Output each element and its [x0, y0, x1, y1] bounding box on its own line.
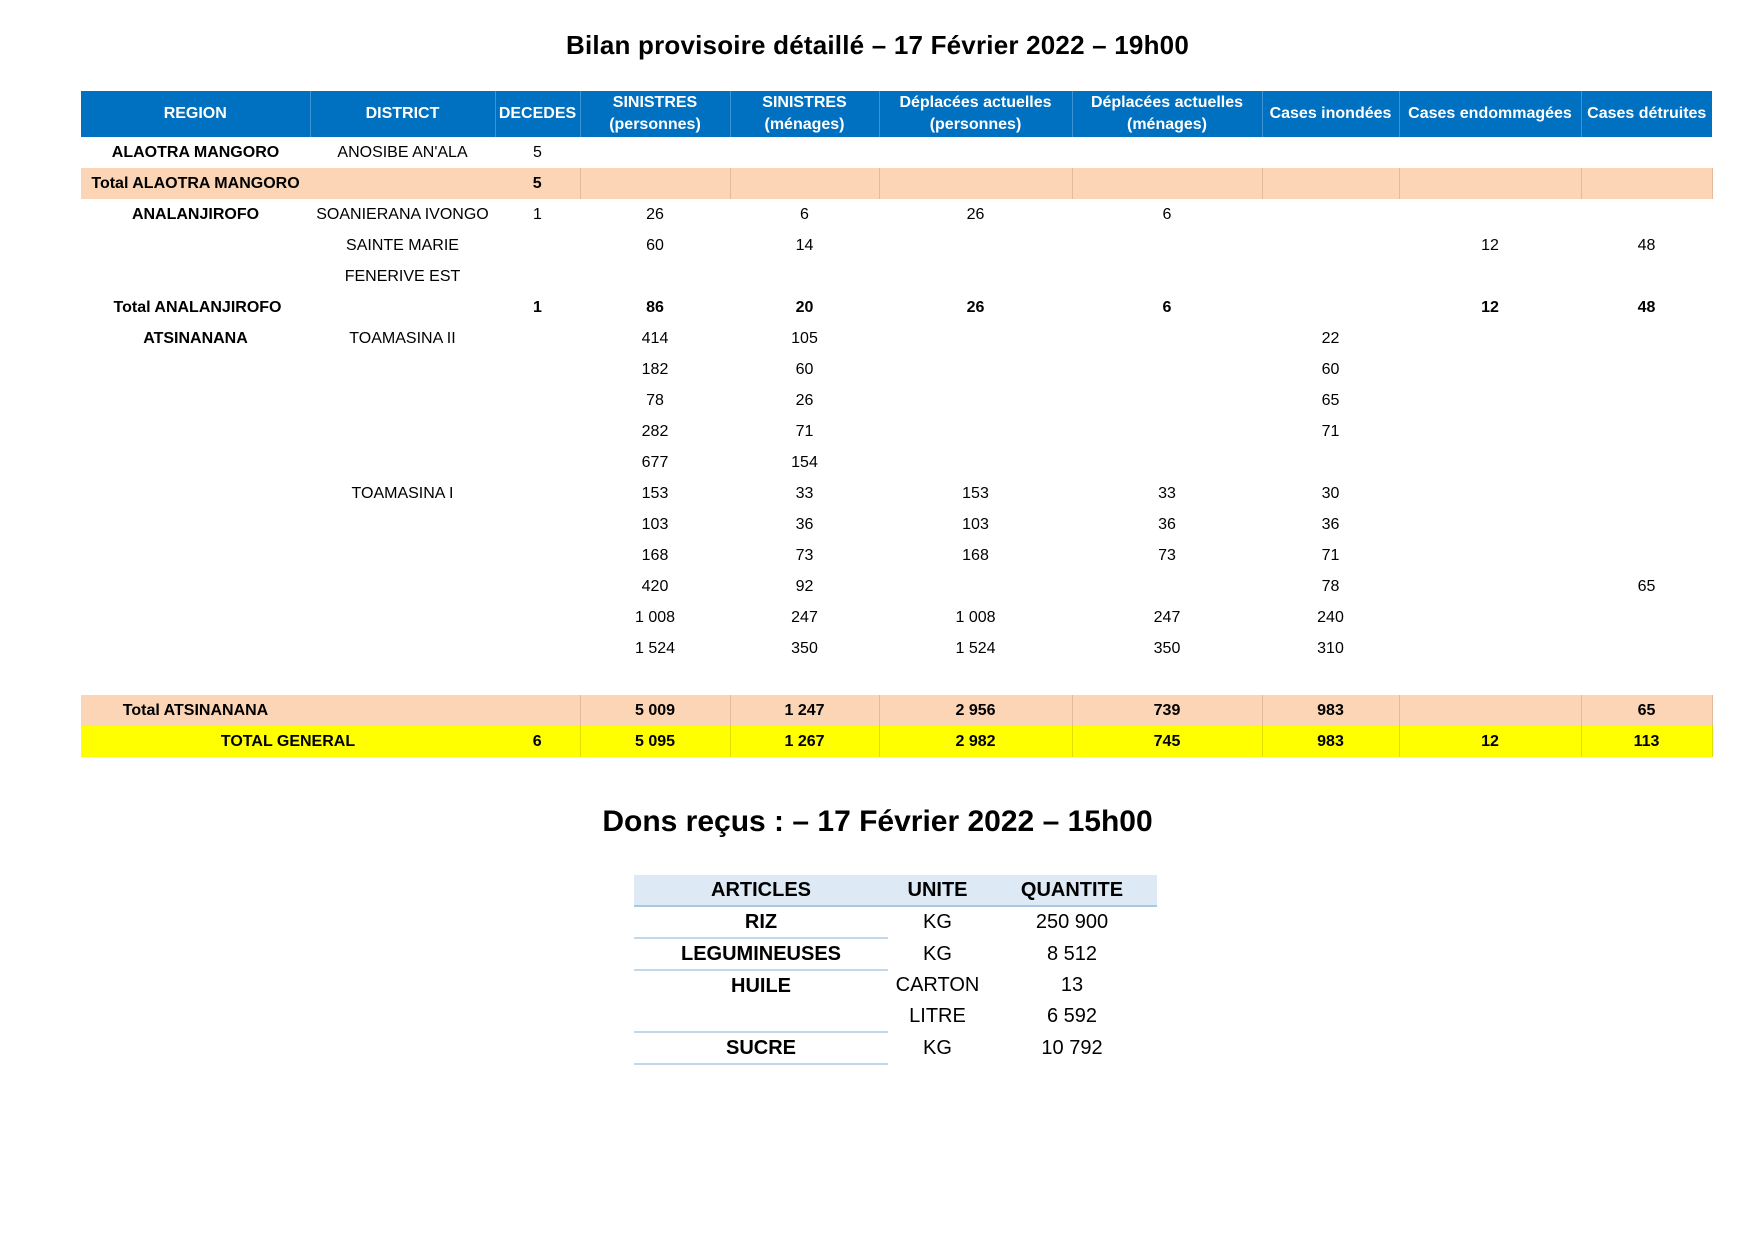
table-cell: [1581, 447, 1712, 478]
column-header: [1581, 91, 1712, 137]
table-cell: [1399, 261, 1581, 292]
total-value: [1399, 695, 1581, 726]
table-cell: 14: [795, 236, 814, 254]
table-cell: 168: [962, 546, 989, 564]
total-value: 983: [1262, 726, 1399, 757]
dons-column-header: UNITE: [888, 875, 987, 906]
column-header-text: (ménages): [1126, 116, 1208, 133]
table-cell: [495, 323, 580, 354]
column-header-text: REGION: [163, 105, 227, 122]
table-cell: [495, 478, 580, 509]
total-row: [81, 292, 1712, 323]
article-cell: RIZ: [634, 906, 888, 938]
table-cell: [495, 664, 580, 695]
blank-row: [81, 664, 1712, 695]
total-value: 86: [646, 298, 664, 316]
table-cell: [1581, 478, 1712, 509]
table-row: [81, 261, 1712, 292]
table-cell: 103: [641, 515, 669, 533]
total-value: 5: [495, 168, 580, 199]
table-cell: [1262, 230, 1399, 261]
district-cell: ANOSIBE AN'ALA: [337, 143, 468, 161]
dons-column-header: QUANTITE: [987, 875, 1157, 906]
district-cell: [310, 416, 495, 447]
table-cell: 153: [962, 484, 989, 502]
table-cell: [879, 385, 1072, 416]
table-cell: [495, 261, 580, 292]
region-cell: [81, 447, 310, 478]
column-header-text: DISTRICT: [365, 105, 440, 122]
total-value: 12: [1481, 298, 1499, 316]
table-row: [81, 385, 1712, 416]
table-cell: [310, 664, 495, 695]
district-cell: [310, 354, 495, 385]
table-cell: 48: [1637, 236, 1656, 254]
dons-row: [634, 906, 1157, 938]
table-row: [81, 323, 1712, 354]
table-cell: 6: [800, 205, 809, 223]
table-row: [81, 230, 1712, 261]
table-cell: 78: [646, 391, 664, 409]
region-cell: ANALANJIROFO: [131, 205, 260, 223]
total-value: [730, 168, 879, 199]
dons-column-header: ARTICLES: [634, 875, 888, 906]
table-row: [81, 137, 1712, 168]
article-cell: [634, 1001, 888, 1032]
table-row: [81, 199, 1712, 230]
total-label: Total ATSINANANA: [81, 695, 310, 726]
total-row: [81, 695, 1712, 726]
column-header-text: Cases inondées: [1269, 105, 1392, 122]
column-header: [495, 91, 580, 137]
table-cell: [1262, 664, 1399, 695]
table-cell: [1581, 602, 1712, 633]
table-cell: 247: [1153, 608, 1181, 626]
total-value: 5 009: [580, 695, 730, 726]
table-row: [81, 571, 1712, 602]
region-cell: ATSINANANA: [143, 329, 248, 347]
table-cell: [1399, 540, 1581, 571]
table-cell: [730, 137, 879, 168]
table-cell: 73: [795, 546, 814, 564]
total-value: 20: [795, 298, 814, 316]
table-cell: [1072, 230, 1262, 261]
table-row: [81, 354, 1712, 385]
table-cell: 36: [1158, 515, 1176, 533]
total-value: [1262, 168, 1399, 199]
table-cell: 12: [1481, 236, 1499, 254]
column-header-text: SINISTRES: [612, 94, 698, 111]
table-cell: 1: [533, 205, 542, 223]
total-value: 2 982: [879, 726, 1072, 757]
table-cell: 73: [1158, 546, 1176, 564]
dons-row: [634, 1032, 1157, 1064]
table-row: [81, 540, 1712, 571]
dons-row: [634, 970, 1157, 1001]
table-cell: 71: [1321, 546, 1340, 564]
table-cell: [879, 447, 1072, 478]
table-cell: [1399, 602, 1581, 633]
table-cell: [1072, 354, 1262, 385]
dons-table: [634, 875, 1157, 1065]
district-cell: SOANIERANA IVONGO: [316, 205, 489, 223]
table-cell: [1072, 261, 1262, 292]
table-cell: [1072, 447, 1262, 478]
table-cell: [730, 664, 879, 695]
total-value: [495, 695, 580, 726]
total-value: 12: [1399, 726, 1581, 757]
quantity-cell: 10 792: [1041, 1036, 1103, 1059]
table-cell: [1399, 199, 1581, 230]
total-label: Total ALAOTRA MANGORO: [81, 168, 310, 199]
table-cell: [1581, 261, 1712, 292]
table-cell: [495, 447, 580, 478]
table-cell: [879, 664, 1072, 695]
total-value: 1 247: [730, 695, 879, 726]
table-cell: 5: [533, 143, 542, 161]
total-value: [580, 168, 730, 199]
column-header-text: (personnes): [929, 116, 1022, 133]
dons-row: [634, 938, 1157, 970]
region-cell: [81, 509, 310, 540]
total-value: [1262, 292, 1399, 323]
table-cell: [879, 137, 1072, 168]
column-header-text: Cases détruites: [1587, 105, 1707, 122]
district-cell: SAINTE MARIE: [346, 236, 459, 254]
table-cell: [1399, 354, 1581, 385]
table-cell: 60: [1321, 360, 1340, 378]
table-cell: [1399, 323, 1581, 354]
region-cell: [81, 602, 310, 633]
table-cell: 26: [646, 205, 664, 223]
article-cell: SUCRE: [634, 1032, 888, 1064]
region-cell: [81, 261, 310, 292]
table-cell: [580, 137, 730, 168]
table-cell: 103: [962, 515, 989, 533]
unit-cell: LITRE: [909, 1005, 966, 1027]
table-cell: [1399, 633, 1581, 664]
table-cell: [1581, 540, 1712, 571]
grand-total-row: [81, 726, 1712, 757]
column-header-text: Déplacées actuelles: [1090, 94, 1244, 111]
table-cell: 36: [1321, 515, 1340, 533]
total-value: [879, 168, 1072, 199]
table-cell: [1262, 199, 1399, 230]
quantity-cell: 250 900: [1035, 911, 1109, 933]
table-cell: [1072, 571, 1262, 602]
table-row: [81, 602, 1712, 633]
table-cell: [879, 230, 1072, 261]
table-cell: [495, 571, 580, 602]
total-value: 6: [495, 726, 580, 757]
table-cell: 71: [795, 422, 814, 440]
total-value: 48: [1637, 298, 1656, 316]
table-cell: [495, 230, 580, 261]
table-cell: [730, 261, 879, 292]
table-cell: [1581, 323, 1712, 354]
table-cell: 33: [1158, 484, 1176, 502]
table-cell: [495, 385, 580, 416]
total-value: 1: [533, 298, 542, 316]
district-cell: [310, 633, 495, 664]
total-value: 113: [1581, 726, 1712, 757]
table-cell: [495, 633, 580, 664]
table-cell: [1399, 571, 1581, 602]
table-cell: [879, 416, 1072, 447]
table-cell: [879, 354, 1072, 385]
total-value: 983: [1262, 695, 1399, 726]
table-cell: 36: [795, 515, 814, 533]
column-header-text: SINISTRES: [762, 94, 847, 111]
table-cell: [1399, 509, 1581, 540]
district-cell: TOAMASINA I: [351, 484, 454, 502]
table-cell: 30: [1321, 484, 1340, 502]
quantity-cell: 6 592: [1046, 1005, 1098, 1027]
total-label: Total ANALANJIROFO: [113, 298, 282, 316]
table-cell: [879, 323, 1072, 354]
table-row: [81, 416, 1712, 447]
unit-cell: KG: [923, 911, 952, 933]
table-cell: 182: [641, 360, 669, 378]
table-cell: [495, 509, 580, 540]
table-cell: 282: [641, 422, 669, 440]
quantity-cell: 13: [1060, 974, 1084, 996]
table-cell: 350: [791, 639, 818, 657]
table-cell: 78: [1321, 577, 1340, 595]
table-cell: 247: [791, 608, 818, 626]
table-cell: 420: [641, 577, 669, 595]
column-header: [879, 91, 1072, 137]
unit-cell: KG: [923, 942, 952, 965]
column-header-text: Cases endommagées: [1408, 105, 1572, 122]
district-cell: [310, 571, 495, 602]
column-header: [730, 91, 879, 137]
table-cell: [1581, 664, 1712, 695]
table-cell: 1 524: [955, 639, 996, 657]
table-cell: [1581, 416, 1712, 447]
total-value: [1072, 168, 1262, 199]
table-cell: 33: [795, 484, 814, 502]
total-value: [1581, 168, 1712, 199]
table-cell: [1399, 385, 1581, 416]
table-cell: [1262, 137, 1399, 168]
table-cell: [1262, 447, 1399, 478]
region-cell: [81, 230, 310, 261]
district-cell: [310, 509, 495, 540]
table-cell: [1399, 137, 1581, 168]
table-cell: [1262, 261, 1399, 292]
column-header: [580, 91, 730, 137]
quantity-cell: 8 512: [1046, 942, 1098, 965]
table-cell: [310, 168, 495, 199]
table-row: [81, 509, 1712, 540]
region-cell: [81, 354, 310, 385]
table-cell: [1581, 199, 1712, 230]
column-header: [1262, 91, 1399, 137]
column-header: [1399, 91, 1581, 137]
table-cell: 22: [1321, 329, 1340, 347]
column-header: [310, 91, 495, 137]
table-cell: [495, 540, 580, 571]
unit-cell: CARTON: [895, 974, 980, 996]
table-cell: [1072, 416, 1262, 447]
region-cell: ALAOTRA MANGORO: [111, 143, 280, 161]
table-cell: 1 008: [634, 608, 676, 626]
table-cell: [879, 261, 1072, 292]
unit-cell: KG: [923, 1036, 952, 1059]
district-cell: TOAMASINA II: [349, 329, 456, 347]
table-cell: [495, 602, 580, 633]
table-row: [81, 447, 1712, 478]
table-cell: 6: [1162, 205, 1172, 223]
table-cell: 677: [641, 453, 669, 471]
table-cell: [1399, 664, 1581, 695]
table-cell: [1072, 664, 1262, 695]
table-row: [81, 478, 1712, 509]
table-cell: 240: [1317, 608, 1344, 626]
total-value: 745: [1072, 726, 1262, 757]
table-cell: [310, 292, 495, 323]
table-cell: [580, 261, 730, 292]
column-header-text: Déplacées actuelles: [899, 94, 1052, 111]
table-row: [81, 633, 1712, 664]
table-cell: [1399, 478, 1581, 509]
table-cell: 26: [795, 391, 814, 409]
table-cell: 65: [1637, 577, 1656, 595]
table-cell: 60: [646, 236, 664, 254]
table-cell: 92: [795, 577, 814, 595]
table-cell: 105: [791, 329, 818, 347]
region-cell: [81, 385, 310, 416]
region-cell: [81, 540, 310, 571]
table-header-row: [81, 91, 1712, 137]
column-header: [1072, 91, 1262, 137]
total-value: 65: [1581, 695, 1712, 726]
table-cell: 65: [1321, 391, 1340, 409]
table-cell: 71: [1321, 422, 1340, 440]
table-cell: 350: [1153, 639, 1181, 657]
table-cell: [879, 571, 1072, 602]
table-cell: [310, 695, 495, 726]
table-cell: [495, 416, 580, 447]
table-cell: 26: [966, 205, 985, 223]
bilan-table: [81, 91, 1713, 757]
dons-header-row: [634, 875, 1157, 906]
region-cell: [81, 416, 310, 447]
region-cell: [81, 633, 310, 664]
table-cell: [580, 664, 730, 695]
table-cell: [1072, 323, 1262, 354]
table-cell: [1581, 633, 1712, 664]
district-cell: [310, 447, 495, 478]
column-header: [81, 91, 310, 137]
district-cell: [310, 540, 495, 571]
table-cell: [1072, 137, 1262, 168]
table-cell: [1581, 385, 1712, 416]
column-header-text: (personnes): [609, 116, 701, 133]
article-cell: LEGUMINEUSES: [634, 938, 888, 970]
district-cell: FENERIVE EST: [344, 267, 461, 285]
table-cell: [81, 664, 310, 695]
column-header-text: (ménages): [764, 116, 845, 133]
dons-title: Dons reçus : – 17 Février 2022 – 15h00: [602, 805, 1153, 838]
table-cell: 153: [641, 484, 669, 502]
total-label: TOTAL GENERAL: [81, 726, 495, 757]
table-cell: [1399, 447, 1581, 478]
table-cell: 154: [791, 453, 818, 471]
table-cell: [1399, 416, 1581, 447]
district-cell: [310, 385, 495, 416]
table-cell: 60: [795, 360, 814, 378]
district-cell: [310, 602, 495, 633]
total-value: 739: [1072, 695, 1262, 726]
table-cell: 1 524: [634, 639, 676, 657]
region-cell: [81, 571, 310, 602]
report-title: Bilan provisoire détaillé – 17 Février 2022 – 19h00: [566, 30, 1189, 60]
total-value: 1 267: [730, 726, 879, 757]
table-cell: [1581, 509, 1712, 540]
total-value: 2 956: [879, 695, 1072, 726]
region-cell: [81, 478, 310, 509]
table-cell: 414: [641, 329, 669, 347]
article-cell: HUILE: [731, 974, 791, 997]
table-cell: 168: [641, 546, 669, 564]
total-value: 5 095: [580, 726, 730, 757]
table-cell: [1072, 385, 1262, 416]
table-cell: [1581, 137, 1712, 168]
table-cell: 310: [1317, 639, 1344, 657]
column-header-text: DECEDES: [498, 105, 577, 122]
table-cell: [1581, 354, 1712, 385]
total-value: 26: [966, 298, 985, 316]
total-row: [81, 168, 1712, 199]
dons-row: [634, 1001, 1157, 1032]
total-value: [1399, 168, 1581, 199]
table-cell: 1 008: [955, 608, 996, 626]
total-value: 6: [1162, 298, 1172, 316]
table-cell: [495, 354, 580, 385]
